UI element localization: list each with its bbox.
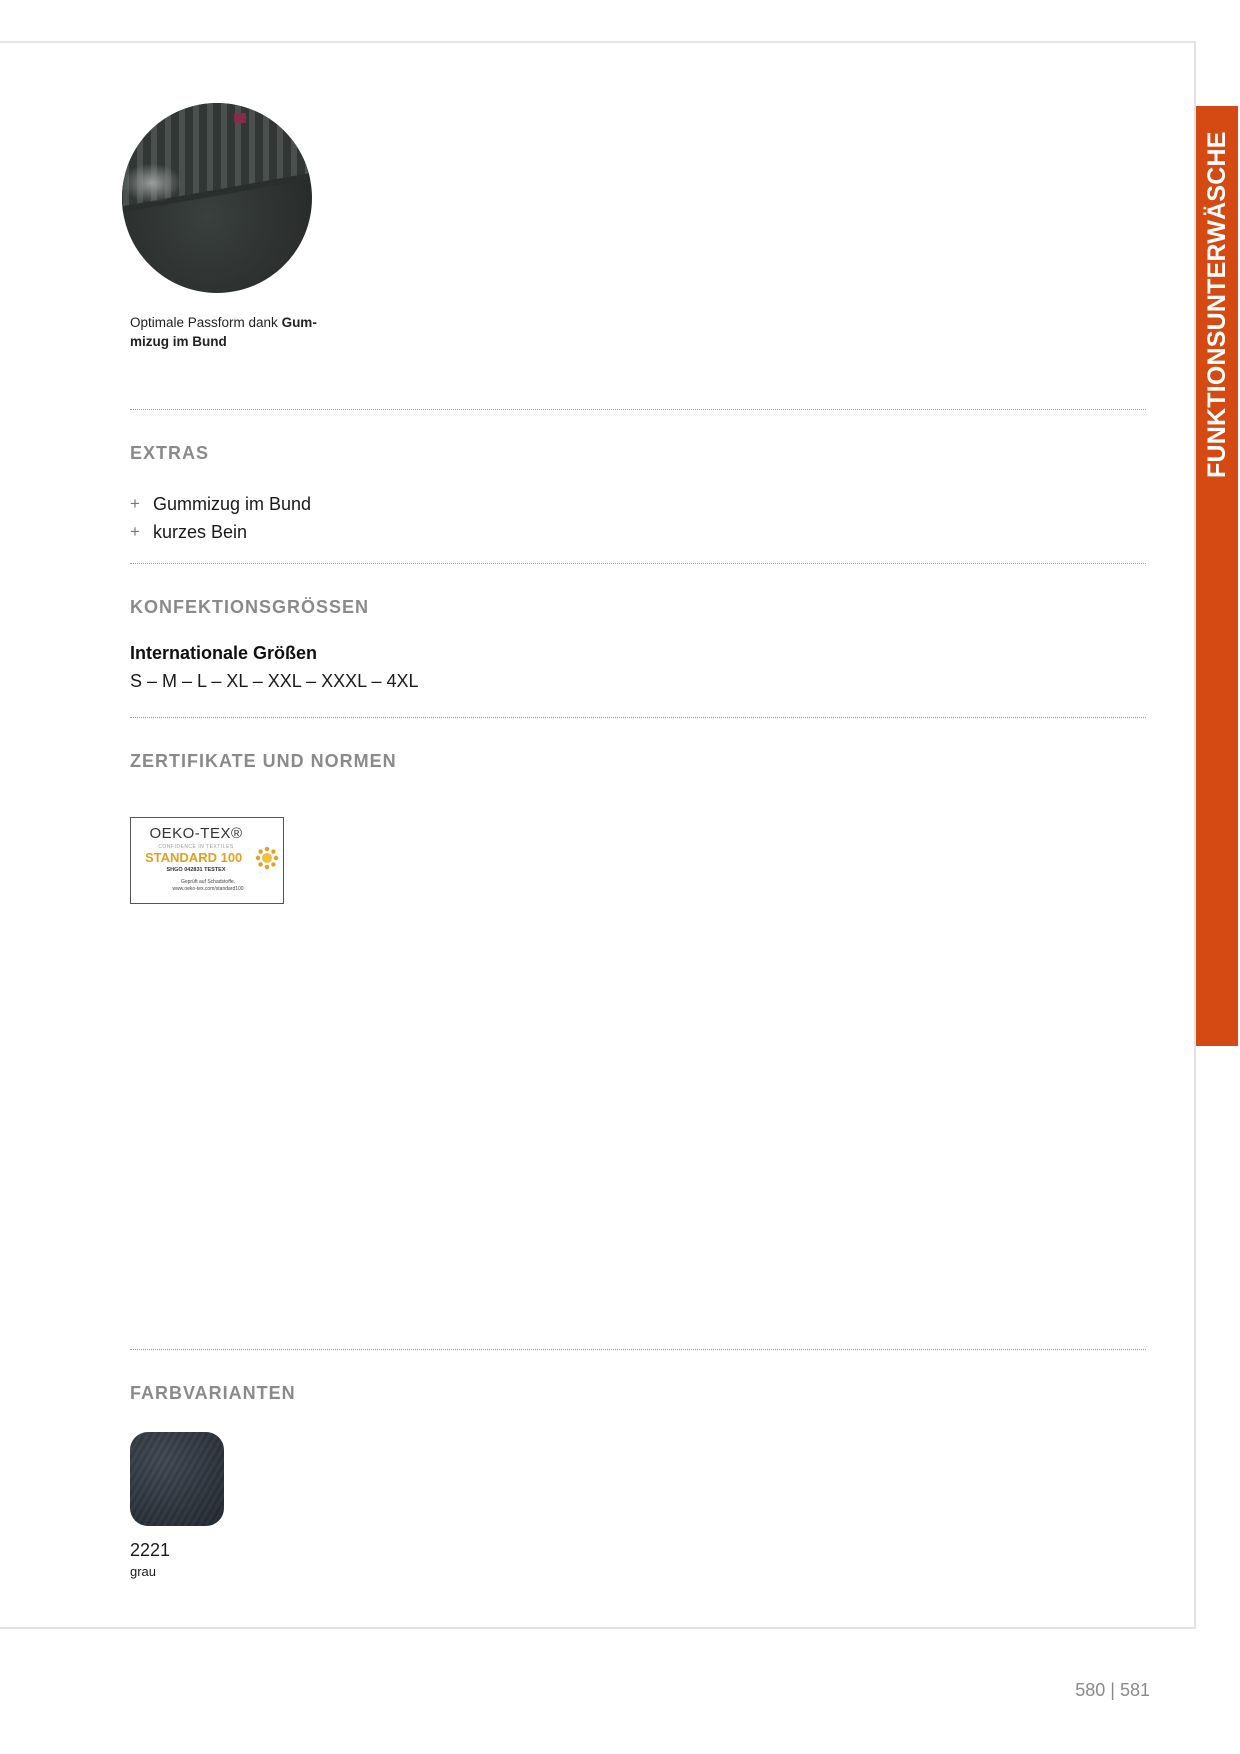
extras-list bbox=[130, 490, 311, 546]
list-item bbox=[130, 518, 311, 546]
color-name: grau bbox=[130, 1564, 157, 1579]
waistband-detail-photo bbox=[122, 103, 312, 293]
category-side-tab-label: FUNKTIONSUNTERWÄSCHE bbox=[1203, 131, 1231, 478]
color-variants-heading: FARBVARIANTEN bbox=[130, 1383, 296, 1403]
certificates-heading: ZERTIFIKATE UND NORMEN bbox=[130, 751, 397, 771]
section-divider bbox=[130, 563, 1146, 564]
list-item-label: kurzes Bein bbox=[153, 522, 248, 542]
page-frame-bottom bbox=[0, 1627, 1196, 1629]
sizes-heading: KONFEKTIONSGRÖSSEN bbox=[130, 597, 370, 617]
plus-icon: + bbox=[130, 522, 140, 541]
section-divider bbox=[130, 1349, 1146, 1350]
extras-heading: EXTRAS bbox=[130, 443, 210, 463]
detail-photo-caption: Optimale Passform dank Gum-mizug im Bund bbox=[130, 315, 317, 349]
section-divider bbox=[130, 717, 1146, 718]
oekotex-certificate-logo: OEKO-TEX® CONFIDENCE IN TEXTILES STANDARD 100 SHGO 042831 TESTEX Geprüft auf Schadstoffe. www.oeko-tex.com/standard100 bbox=[130, 817, 284, 904]
section-divider bbox=[130, 409, 1146, 410]
sizes-values: S – M – L – XL – XXL – XXXL – 4XL bbox=[130, 671, 419, 691]
list-item-label: Gummizug im Bund bbox=[153, 494, 312, 514]
plus-icon: + bbox=[130, 494, 140, 513]
color-code: 2221 bbox=[130, 1540, 171, 1560]
color-swatch-grau bbox=[130, 1432, 224, 1526]
sizes-title: Internationale Größen bbox=[130, 643, 318, 663]
list-item bbox=[130, 490, 311, 518]
page-frame-top bbox=[0, 41, 1196, 43]
page-numbers: 580 | 581 bbox=[1075, 1680, 1150, 1700]
